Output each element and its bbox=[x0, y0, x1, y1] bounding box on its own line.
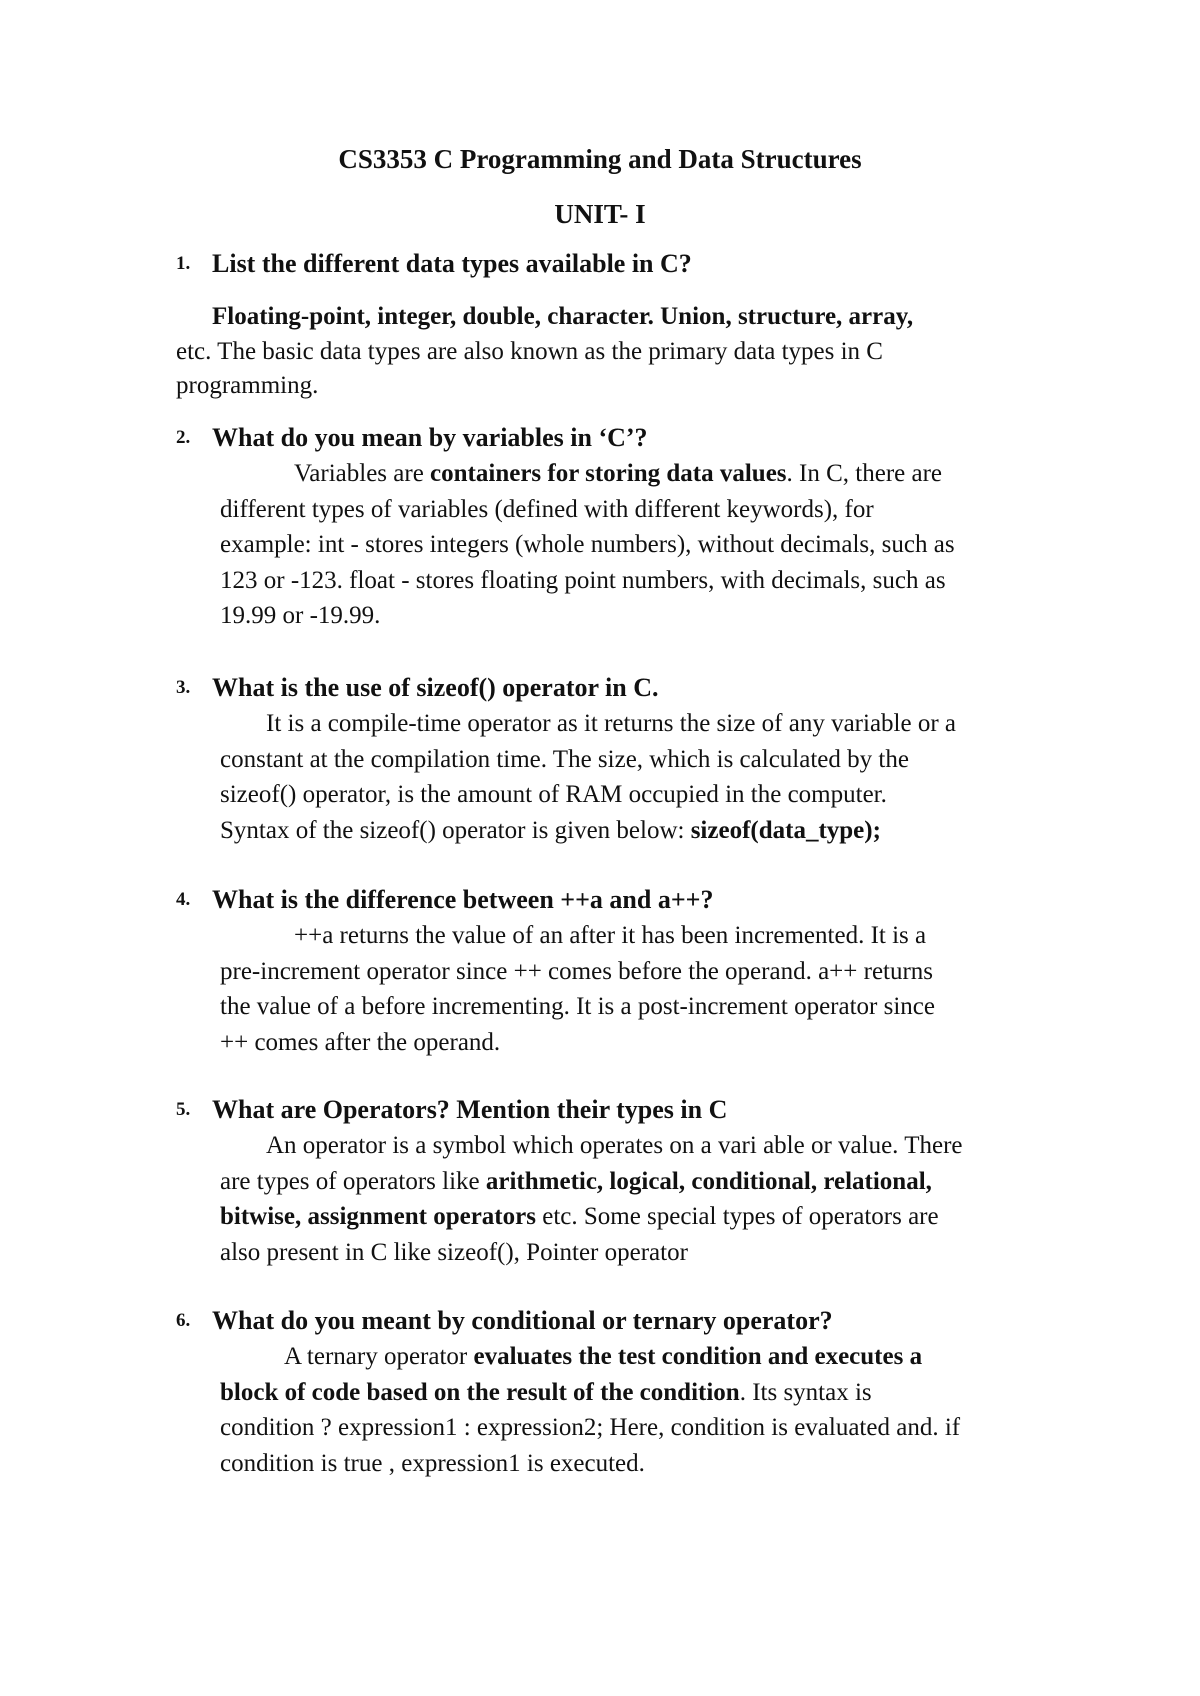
question-5 bbox=[176, 1093, 1116, 1270]
answer-text-bold: sizeof(data_type); bbox=[690, 816, 881, 844]
answer-line bbox=[220, 563, 1120, 599]
answer-5 bbox=[220, 1128, 1120, 1270]
question-heading bbox=[176, 1304, 1116, 1338]
question-text: What do you mean by variables in ‘C’? bbox=[212, 423, 648, 452]
answer-line bbox=[220, 742, 1120, 778]
question-text: List the different data types available in C? bbox=[212, 249, 692, 278]
answer-text-bold: bitwise, assignment operators bbox=[220, 1203, 536, 1230]
answer-1 bbox=[176, 300, 1096, 403]
question-heading bbox=[176, 1093, 1116, 1127]
answer-text: A ternary operator bbox=[284, 1343, 474, 1370]
question-number: 5. bbox=[176, 1099, 191, 1120]
answer-text: condition ? expression1 : expression2; Here, condition is evaluated and. if bbox=[220, 1414, 961, 1441]
answer-3 bbox=[220, 706, 1120, 848]
answer-text: 123 or -123. float - stores floating point numbers, with decimals, such as bbox=[220, 566, 946, 594]
answer-text: Variables are bbox=[294, 460, 431, 487]
answer-line bbox=[176, 369, 1096, 403]
answer-line bbox=[220, 598, 1120, 634]
question-heading bbox=[176, 883, 1116, 917]
question-number: 6. bbox=[176, 1310, 191, 1331]
answer-line bbox=[220, 492, 1120, 528]
answer-line bbox=[220, 456, 1120, 492]
question-4 bbox=[176, 883, 1116, 1060]
answer-line bbox=[220, 1128, 1120, 1164]
answer-text: different types of variables (defined with different keywords), for bbox=[220, 495, 874, 523]
question-number: 1. bbox=[176, 253, 191, 274]
answer-line bbox=[220, 954, 1120, 990]
answer-text: Syntax of the sizeof() operator is given below: bbox=[220, 816, 691, 844]
answer-text: etc. Some special types of operators are bbox=[535, 1203, 939, 1230]
question-text: What is the difference between ++a and a++? bbox=[212, 885, 714, 914]
answer-text: the value of a before incrementing. It is a post-increment operator since bbox=[220, 993, 935, 1020]
question-1 bbox=[176, 247, 1116, 281]
question-heading bbox=[176, 247, 1116, 281]
question-number: 4. bbox=[176, 889, 191, 910]
answer-text: ++ comes after the operand. bbox=[220, 1028, 501, 1056]
answer-line bbox=[220, 1446, 1120, 1482]
answer-text: ++a returns the value of an after it has been incremented. It is a bbox=[294, 922, 927, 949]
question-text: What is the use of sizeof() operator in C. bbox=[212, 673, 659, 702]
answer-text: It is a compile-time operator as it returns the size of any variable or a bbox=[266, 710, 957, 737]
answer-text-bold: block of code based on the result of the condition bbox=[220, 1378, 740, 1406]
question-text: What do you meant by conditional or ternary operator? bbox=[212, 1306, 833, 1335]
answer-line bbox=[220, 989, 1120, 1025]
answer-text: An operator is a symbol which operates on a vari able or value. There bbox=[266, 1132, 963, 1159]
question-2 bbox=[176, 421, 1116, 634]
answer-line bbox=[220, 1025, 1120, 1061]
question-heading bbox=[176, 421, 1116, 455]
answer-line bbox=[220, 527, 1120, 563]
answer-line bbox=[220, 813, 1120, 849]
unit-title: UNIT- I bbox=[554, 199, 646, 229]
question-6 bbox=[176, 1304, 1116, 1481]
answer-text: pre-increment operator since ++ comes before the operand. a++ returns bbox=[220, 957, 934, 985]
answer-2 bbox=[220, 456, 1120, 634]
answer-line bbox=[176, 335, 1096, 369]
answer-line bbox=[176, 300, 1096, 334]
answer-text: Floating-point, integer, double, character. Union, structure, array, bbox=[212, 303, 914, 330]
answer-line bbox=[220, 706, 1120, 742]
answer-text: . Its syntax is bbox=[739, 1378, 872, 1406]
answer-text: sizeof() operator, is the amount of RAM occupied in the computer. bbox=[220, 781, 887, 808]
answer-line bbox=[220, 1410, 1120, 1446]
answer-line bbox=[220, 777, 1120, 813]
answer-6 bbox=[220, 1339, 1120, 1481]
answer-text: constant at the compilation time. The size, which is calculated by the bbox=[220, 745, 909, 773]
answer-text: also present in C like sizeof(), Pointer operator bbox=[220, 1238, 688, 1266]
answer-line bbox=[220, 1199, 1120, 1235]
answer-line bbox=[220, 1235, 1120, 1271]
answer-text-bold: containers for storing data values bbox=[430, 460, 787, 487]
answer-text: are types of operators like bbox=[220, 1167, 486, 1195]
answer-text-bold: evaluates the test condition and executes a bbox=[473, 1343, 923, 1370]
answer-text: etc. The basic data types are also known as the primary data types in C bbox=[176, 338, 883, 365]
answer-line bbox=[220, 918, 1120, 954]
question-number: 3. bbox=[176, 677, 191, 698]
answer-line bbox=[220, 1164, 1120, 1200]
question-3 bbox=[176, 671, 1116, 848]
answer-text: condition is true , expression1 is executed. bbox=[220, 1449, 645, 1477]
question-text: What are Operators? Mention their types in C bbox=[212, 1095, 728, 1124]
question-number: 2. bbox=[176, 427, 191, 448]
answer-text: programming. bbox=[176, 372, 319, 399]
answer-line bbox=[220, 1375, 1120, 1411]
answer-text: . In C, there are bbox=[786, 460, 943, 487]
document-title: CS3353 C Programming and Data Structures bbox=[338, 144, 862, 174]
question-heading bbox=[176, 671, 1116, 705]
answer-line bbox=[220, 1339, 1120, 1375]
answer-text: example: int - stores integers (whole numbers), without decimals, such as bbox=[220, 531, 955, 558]
answer-text-bold: arithmetic, logical, conditional, relational, bbox=[485, 1167, 932, 1195]
answer-4 bbox=[220, 918, 1120, 1060]
answer-text: 19.99 or -19.99. bbox=[220, 602, 381, 629]
